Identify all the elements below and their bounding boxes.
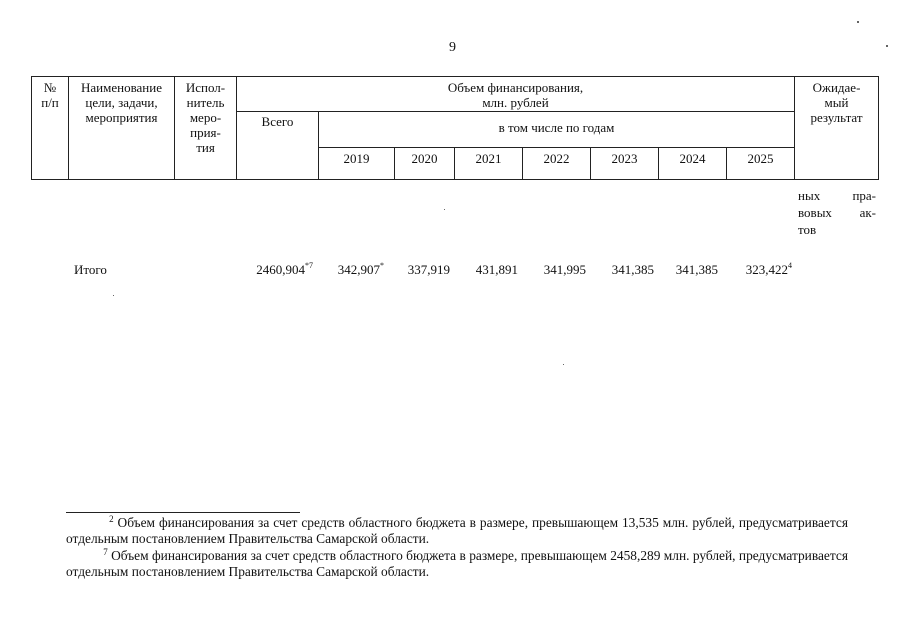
total-label: Итого	[74, 262, 107, 277]
header-year-2020: 2020	[411, 151, 438, 166]
header-total: Всего	[261, 114, 294, 129]
header-year-2025: 2025	[747, 151, 774, 166]
value-2021: 431,891	[475, 262, 518, 277]
header-funding: Объем финансирования, млн. рублей	[447, 80, 584, 110]
footnote-separator	[66, 512, 300, 513]
total-value: 2460,904$^{*7}$	[256, 261, 313, 277]
value-2025: 323,422$^4$	[745, 261, 792, 277]
footnote-7: $^7$ Объем финансирования за счет средств областного бюджета в размере, превышающем 2458,289 млн. рублей, предусматривается отдельным постановлением Правительства Самарской области.	[66, 547, 848, 579]
header-year-2019: 2019	[343, 151, 370, 166]
result-line: вовых ак-	[798, 205, 876, 220]
header-year-2021: 2021	[475, 151, 502, 166]
page-number: 9	[449, 40, 456, 55]
value-2024: 341,385	[675, 262, 718, 277]
header-year-2022: 2022	[543, 151, 570, 166]
value-2022: 341,995	[543, 262, 586, 277]
result-line: ных пра-	[798, 188, 876, 203]
header-expected-result: Ожидае- мый результат	[810, 80, 863, 125]
expected-result-continuation	[798, 187, 876, 238]
value-2023: 341,385	[611, 262, 654, 277]
header-name: Наименование цели, задачи, мероприятия	[81, 80, 162, 125]
result-line: тов	[798, 222, 817, 237]
header-year-2023: 2023	[611, 151, 638, 166]
header-year-2024: 2024	[679, 151, 706, 166]
header-number: № п/п	[41, 80, 59, 110]
header-executor: Испол- нитель меро- прия- тия	[185, 80, 226, 155]
value-2020: 337,919	[407, 262, 450, 277]
value-2019: 342,907*	[337, 261, 384, 277]
footnote-2: $^2$ Объем финансирования за счет средств областного бюджета в размере, превышающем 13,535 млн. рублей, предусматривается отдельным постановлением Правительства Самарской области.	[66, 514, 848, 546]
header-by-years: в том числе по годам	[498, 120, 615, 135]
